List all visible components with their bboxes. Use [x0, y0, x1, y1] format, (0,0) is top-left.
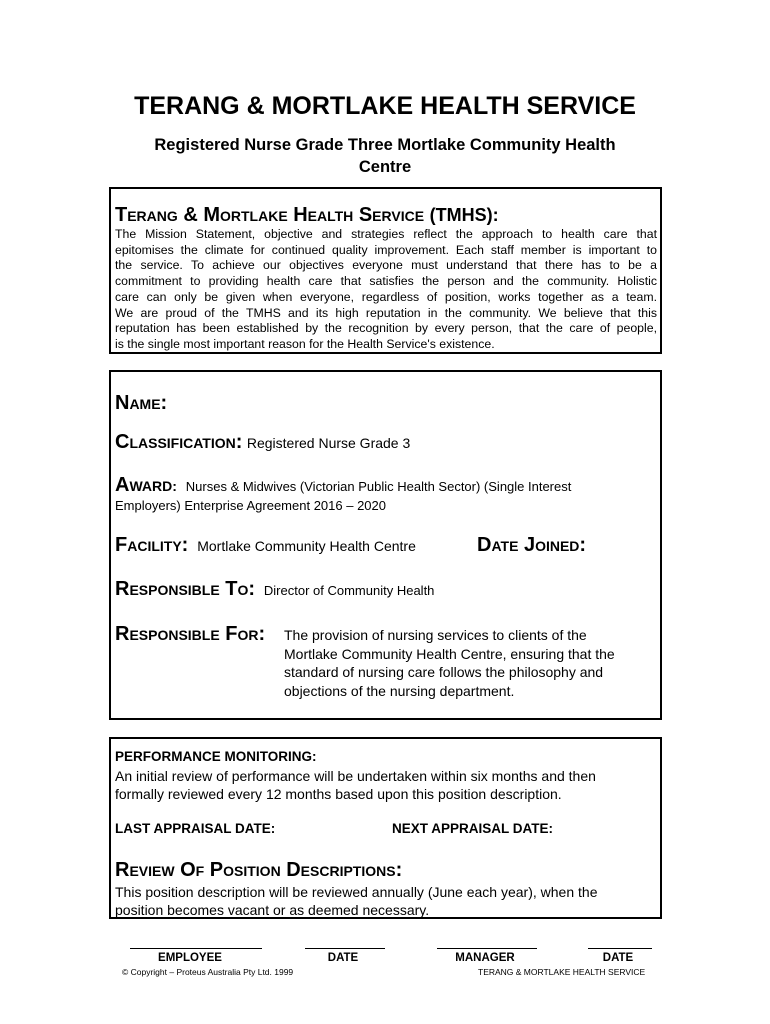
performance-text — [115, 767, 596, 803]
manager-date-label: DATE — [602, 952, 634, 964]
subtitle-line-1: Registered Nurse Grade Three Mortlake Community Health — [154, 136, 616, 154]
mission-line: commitment to providing health care that satisfies the person and the community. Holistic — [115, 274, 657, 289]
responsible-to-value: Director of Community Health — [263, 583, 435, 598]
subtitle-line-2: Centre — [358, 158, 412, 176]
mission-heading-text: Terang & Mortlake Health Service — [115, 204, 425, 226]
mission-statement-box — [109, 187, 662, 354]
responsible-for-line: Mortlake Community Health Centre, ensuring that the — [284, 645, 615, 662]
mission-line: reputation has been established by the recognition by every person, that the care of people, — [115, 321, 657, 336]
award-value-line-1: Nurses & Midwives (Victorian Public Health Sector) (Single Interest — [185, 479, 572, 494]
employee-label: EMPLOYEE — [158, 952, 222, 964]
next-appraisal-label: NEXT APPRAISAL DATE: — [392, 821, 554, 836]
document-title: TERANG & MORTLAKE HEALTH SERVICE — [134, 92, 636, 120]
facility-value: Mortlake Community Health Centre — [197, 538, 416, 554]
review-text-line: position becomes vacant or as deemed necessary. — [115, 902, 430, 918]
mission-line: epitomises the climate for continued quality improvement. Each staff member is important to — [115, 242, 657, 257]
mission-line: the service. To achieve our objectives everyone must understand that there has to be a — [115, 258, 657, 273]
employee-signature-line — [130, 948, 262, 949]
facility-row — [115, 534, 416, 557]
award-colon: : — [172, 478, 177, 494]
responsible-for-line: objections of the nursing department. — [284, 682, 515, 699]
last-appraisal-label: LAST APPRAISAL DATE: — [115, 821, 276, 836]
review-text-line: This position description will be reviewed annually (June each year), when the — [115, 884, 598, 900]
responsible-for-line: standard of nursing care follows the philosophy and — [284, 664, 604, 680]
facility-label: Facility: — [115, 534, 189, 556]
performance-text-line: formally reviewed every 12 months based upon this position description. — [115, 786, 562, 802]
performance-monitoring-box — [109, 737, 662, 919]
responsible-for-line: The provision of nursing services to clients of the — [284, 627, 587, 643]
mission-heading — [115, 204, 499, 227]
classification-row — [115, 431, 410, 454]
mission-paragraph — [115, 227, 657, 353]
award-label: Award — [115, 474, 173, 496]
responsible-for-label: Responsible For: — [115, 623, 266, 645]
responsible-to-label: Responsible To: — [115, 578, 256, 600]
employee-date-line — [305, 948, 385, 949]
classification-value: Registered Nurse Grade 3 — [246, 435, 411, 451]
mission-line: is the single most important reason for the Health Service's existence. — [115, 336, 495, 351]
mission-heading-suffix: (TMHS): — [429, 205, 499, 225]
date-joined-label: Date Joined: — [477, 534, 587, 556]
award-row — [115, 474, 571, 497]
name-label: Name: — [115, 392, 168, 414]
award-value-line-2: Employers) Enterprise Agreement 2016 – 2020 — [115, 498, 386, 513]
performance-heading: PERFORMANCE MONITORING: — [115, 749, 317, 764]
copyright-notice: © Copyright – Proteus Australia Pty Ltd. 1999 — [122, 967, 294, 977]
document-subtitle — [130, 134, 640, 178]
classification-label: Classification: — [115, 431, 243, 453]
review-text — [115, 883, 597, 919]
manager-label: MANAGER — [455, 952, 515, 964]
responsible-for-value — [284, 626, 615, 700]
review-heading: Review Of Position Descriptions: — [115, 859, 403, 881]
mission-line: care can only be given when everyone, regardless of position, works together as a team. — [115, 289, 657, 304]
employee-date-label: DATE — [327, 952, 359, 964]
mission-line: The Mission Statement, objective and strategies reflect the approach to health care that — [115, 227, 657, 241]
performance-text-line: An initial review of performance will be undertaken within six months and then — [115, 768, 596, 784]
footer-org-name: TERANG & MORTLAKE HEALTH SERVICE — [478, 967, 646, 977]
position-details-box — [109, 370, 662, 720]
responsible-to-row — [115, 578, 434, 601]
manager-date-line — [588, 948, 652, 949]
mission-line: We are proud of the TMHS and its high reputation in the community. We believe that this — [115, 305, 657, 320]
manager-signature-line — [437, 948, 537, 949]
